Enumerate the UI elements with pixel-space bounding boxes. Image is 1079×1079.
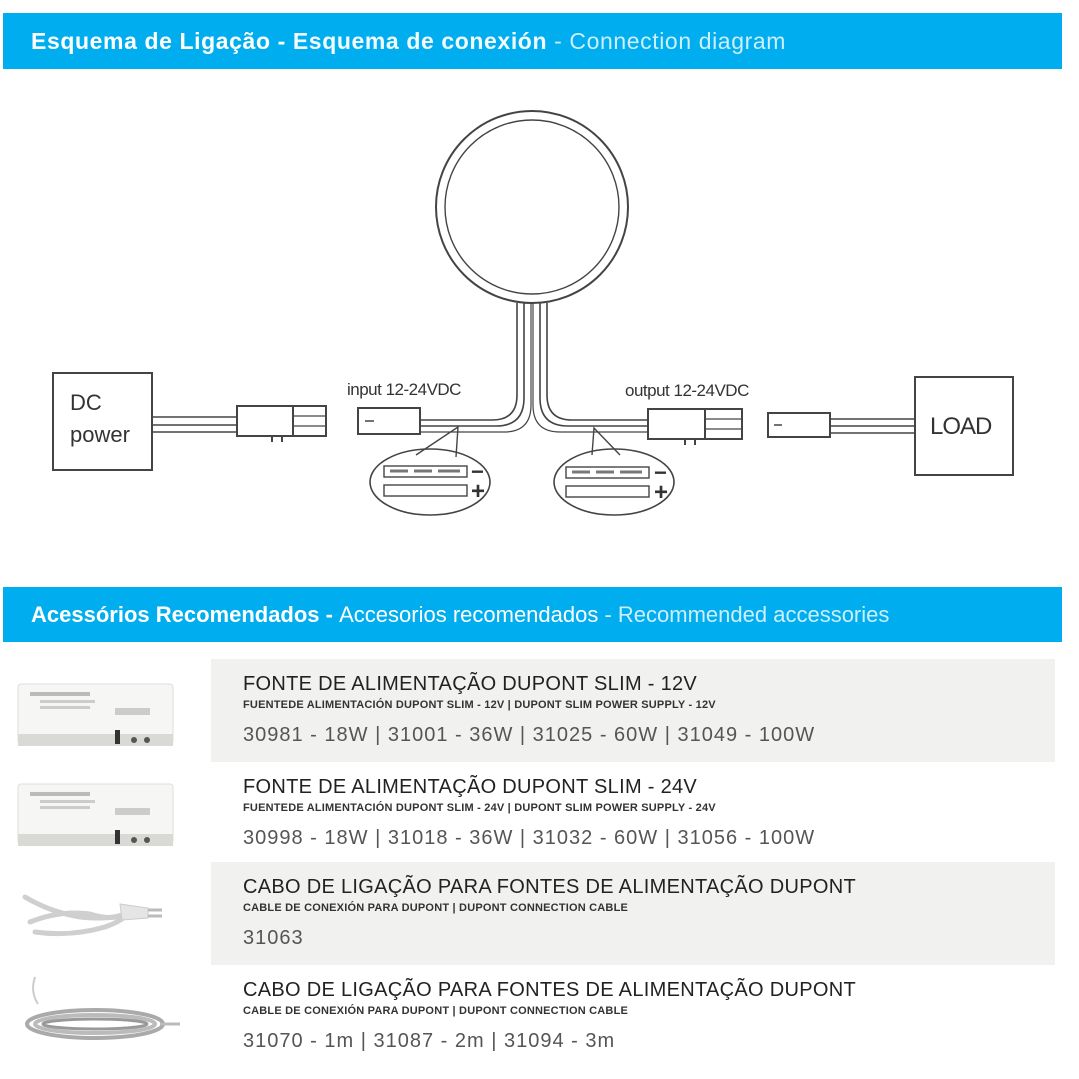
plus-sign-input: + (471, 478, 486, 505)
load-label: LOAD (930, 413, 992, 440)
minus-sign-output: − (654, 460, 667, 485)
accessories-separator: - (319, 601, 340, 627)
accessory-row (211, 762, 1055, 865)
recommended-accessories-header (3, 587, 1062, 642)
dc-power-label-line1: DC (70, 390, 102, 415)
dc-power-label-line2: power (70, 422, 130, 447)
accessory-title: FONTE DE ALIMENTAÇÃO DUPONT SLIM - 24V (243, 776, 698, 798)
accessory-subtitle: CABLE DE CONEXIÓN PARA DUPONT | DUPONT CONNECTION CABLE (243, 902, 629, 914)
accessory-subtitle: FUENTEDE ALIMENTACIÓN DUPONT SLIM - 12V | DUPONT SLIM POWER SUPPLY - 12V (243, 699, 716, 711)
coiled-cable-image (10, 972, 180, 1062)
connection-diagram (0, 75, 1079, 575)
header-title-en: Connection diagram (569, 27, 787, 54)
accessories-separator: - (598, 601, 618, 627)
accessory-codes: 31070 - 1m | 31087 - 2m | 31094 - 3m (243, 1030, 616, 1052)
accessory-title: CABO DE LIGAÇÃO PARA FONTES DE ALIMENTAÇÃO DUPONT (243, 979, 856, 1001)
power-supply-24v-image (10, 772, 180, 862)
accessory-codes: 30981 - 18W | 31001 - 36W | 31025 - 60W | 31049 - 100W (243, 724, 816, 746)
accessories-title-en: Recommended accessories (617, 601, 890, 627)
connection-diagram-header (3, 13, 1062, 69)
plus-sign-output: + (654, 479, 669, 506)
header-separator: - (270, 27, 293, 54)
dc-power-label (70, 387, 130, 451)
accessory-row (211, 862, 1055, 965)
header-separator: - (547, 27, 570, 54)
accessory-subtitle: CABLE DE CONEXIÓN PARA DUPONT | DUPONT CONNECTION CABLE (243, 1005, 629, 1017)
input-voltage-label: input 12-24VDC (347, 380, 461, 399)
accessory-title: FONTE DE ALIMENTAÇÃO DUPONT SLIM - 12V (243, 673, 698, 695)
accessory-subtitle: FUENTEDE ALIMENTACIÓN DUPONT SLIM - 24V | DUPONT SLIM POWER SUPPLY - 24V (243, 802, 716, 814)
output-voltage-label: output 12-24VDC (625, 381, 749, 400)
header-title-es: Esquema de conexión (292, 27, 548, 54)
minus-sign-input: − (471, 459, 484, 484)
power-supply-12v-image (10, 672, 180, 762)
led-light-icon (436, 111, 628, 303)
accessory-row (211, 659, 1055, 762)
accessory-codes: 30998 - 18W | 31018 - 36W | 31032 - 60W | 31056 - 100W (243, 827, 816, 849)
wiring-diagram-graphic (0, 75, 1079, 575)
accessory-title: CABO DE LIGAÇÃO PARA FONTES DE ALIMENTAÇÃO DUPONT (243, 876, 856, 898)
plug-cable-image (10, 872, 180, 962)
header-title-pt: Esquema de Ligação (31, 27, 271, 54)
accessory-codes: 31063 (243, 927, 304, 949)
accessories-title-pt: Acessórios Recomendados (31, 601, 320, 627)
accessory-row (211, 965, 1055, 1068)
accessories-title-es: Accesorios recomendados (339, 601, 599, 627)
